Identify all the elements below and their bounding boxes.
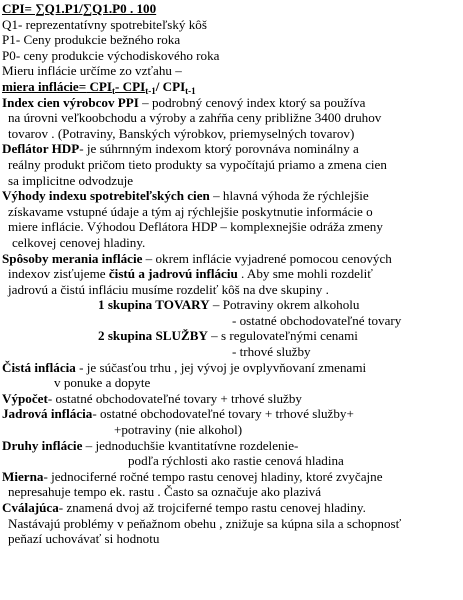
galloping-inflation-text-3: peňazí uchovávať si hodnotu: [8, 531, 160, 547]
core-inflation-text-2: +potraviny (nie alkohol): [114, 422, 243, 438]
cpi-advantages-text-3: miere inflácie. Výhodou Deflátora HDP – komplexnejšie odráža zmeny: [8, 219, 383, 235]
core-inflation-definition: - ostatné obchodovateľné tovary + trhové služby+: [92, 406, 354, 422]
cpi-advantages-term: Výhody indexu spotrebiteľských cien: [2, 188, 210, 204]
formula-sub-t1a: t-1: [145, 85, 156, 96]
group1-goods-line: [2, 297, 461, 313]
pure-inflation-definition: - je súčasťou trhu , jej vývoj je ovplyvňovaní zmenami: [75, 359, 367, 375]
core-inflation-line: [2, 406, 461, 422]
p1-definition: P1- Ceny produkcie bežného roka: [2, 32, 181, 48]
ppi-definition: – podrobný cenový index ktorý sa používa: [138, 94, 366, 110]
cpi-advantages-definition: – hlavná výhoda že rýchlejšie: [209, 188, 369, 204]
cpi-advantages-text-4: celkovej cenovej hladiny.: [12, 234, 146, 250]
measurement-methods-text-3: jadrovú a čistú infláciu musíme rozdeliť kôš na dve skupiny .: [8, 281, 329, 297]
group1-item-1: – Potraviny okrem alkoholu: [209, 297, 360, 313]
inflation-types-term: Druhy inflácie: [2, 437, 83, 453]
measurement-methods-text-2: [2, 266, 461, 282]
formula-div-cpi: / CPI: [155, 78, 186, 94]
cpi-advantages-line: [2, 188, 461, 204]
galloping-inflation-text-2: Nastávajú problémy v peňažnom obehu , znižuje sa kúpna sila a schopnosť: [8, 515, 402, 531]
deflator-text-2: reálny produkt pričom tieto produkty sa vypočítajú priamo a zmena cien: [8, 156, 387, 172]
deflator-definition: - je súhrnným indexom ktorý porovnáva nominálny a: [79, 141, 359, 157]
ppi-heading-line: [2, 95, 461, 111]
measurement-text-c: . Aby sme mohli rozdeliť: [237, 266, 373, 282]
measurement-methods-definition: – okrem inflácie vyjadrené pomocou cenových: [142, 250, 392, 266]
inflation-rate-formula: [2, 79, 461, 95]
deflator-text-3: sa implicitne odvodzuje: [8, 172, 134, 188]
deflator-term: Deflátor HDP: [2, 141, 80, 157]
moderate-inflation-line: [2, 469, 461, 485]
measurement-methods-term: Spôsoby merania inflácie: [2, 250, 143, 266]
moderate-inflation-text-2: nepresahuje tempo ek. rastu . Často sa označuje ako plazivá: [8, 484, 322, 500]
p0-definition: P0- ceny produkcie východiskového roka: [2, 47, 220, 63]
ppi-term: Index cien výrobcov PPI: [2, 94, 139, 110]
core-inflation-term: Jadrová inflácia: [2, 406, 93, 422]
galloping-inflation-term: Cválajúca: [2, 500, 59, 515]
pure-core-inflation-term: čistú a jadrovú infláciu: [108, 266, 238, 282]
deflator-heading-line: [2, 141, 461, 157]
group2-term: 2 skupina SLUŽBY: [98, 328, 208, 344]
moderate-inflation-definition: - jednociferné ročné tempo rastu cenovej hladiny, ktoré zvyčajne: [43, 468, 383, 484]
formula-cpi-t1: - CPI: [115, 78, 146, 94]
formula-sub-t1b: t-1: [185, 85, 196, 96]
inflation-types-definition: – jednoduchšie kvantitatívne rozdelenie-: [82, 437, 299, 453]
formula-cpi-t: CPI: [86, 78, 113, 94]
inflation-types-line: [2, 438, 461, 454]
pure-inflation-term: Čistá inflácia: [2, 359, 76, 375]
group2-item-2: - trhové služby: [232, 344, 311, 360]
cpi-formula: [2, 1, 461, 17]
group2-item-1: – s regulovateľnými cenami: [207, 328, 358, 344]
inflation-types-text-2: podľa rýchlosti ako rastie cenová hladina: [128, 453, 344, 469]
ppi-text-2: na úrovni veľkoobchodu a výroby a zahŕňa ceny približne 3400 druhov: [8, 110, 382, 126]
galloping-inflation-line: [2, 500, 461, 516]
measurement-methods-line: [2, 251, 461, 267]
cpi-formula-text: CPI= ∑Q1.P1/∑Q1.P0 . 100: [2, 1, 157, 16]
group1-item-2: - ostatné obchodovateľné tovary: [232, 312, 402, 328]
ppi-text-3: tovarov . (Potraviny, Banských výrobkov, priemyselných tovarov): [8, 125, 355, 141]
group2-services-line: [2, 328, 461, 344]
calculation-term: Výpočet: [2, 390, 48, 406]
pure-inflation-line: [2, 360, 461, 376]
cpi-advantages-text-2: získavame vstupné údaje a tým aj rýchlejšie poskytnutie informácie o: [8, 203, 373, 219]
q1-definition: Q1- reprezentatívny spotrebiteľský kôš: [2, 16, 207, 32]
galloping-inflation-definition: - znamená dvoj až trojciferné tempo rastu cenovej hladiny.: [58, 500, 366, 515]
moderate-inflation-term: Mierna: [2, 468, 44, 484]
inflation-rate-label: miera inflácie=: [2, 78, 87, 94]
formula-sub-t: t: [112, 85, 116, 96]
calculation-line: [2, 391, 461, 407]
group1-term: 1 skupina TOVARY: [98, 297, 210, 313]
calculation-definition: - ostatné obchodovateľné tovary + trhové služby: [47, 390, 302, 406]
inflation-rate-intro: Mieru inflácie určíme zo vzťahu –: [2, 63, 182, 79]
pure-inflation-text-2: v ponuke a dopyte: [54, 375, 151, 391]
measurement-text-a: indexov zisťujeme: [8, 266, 109, 282]
